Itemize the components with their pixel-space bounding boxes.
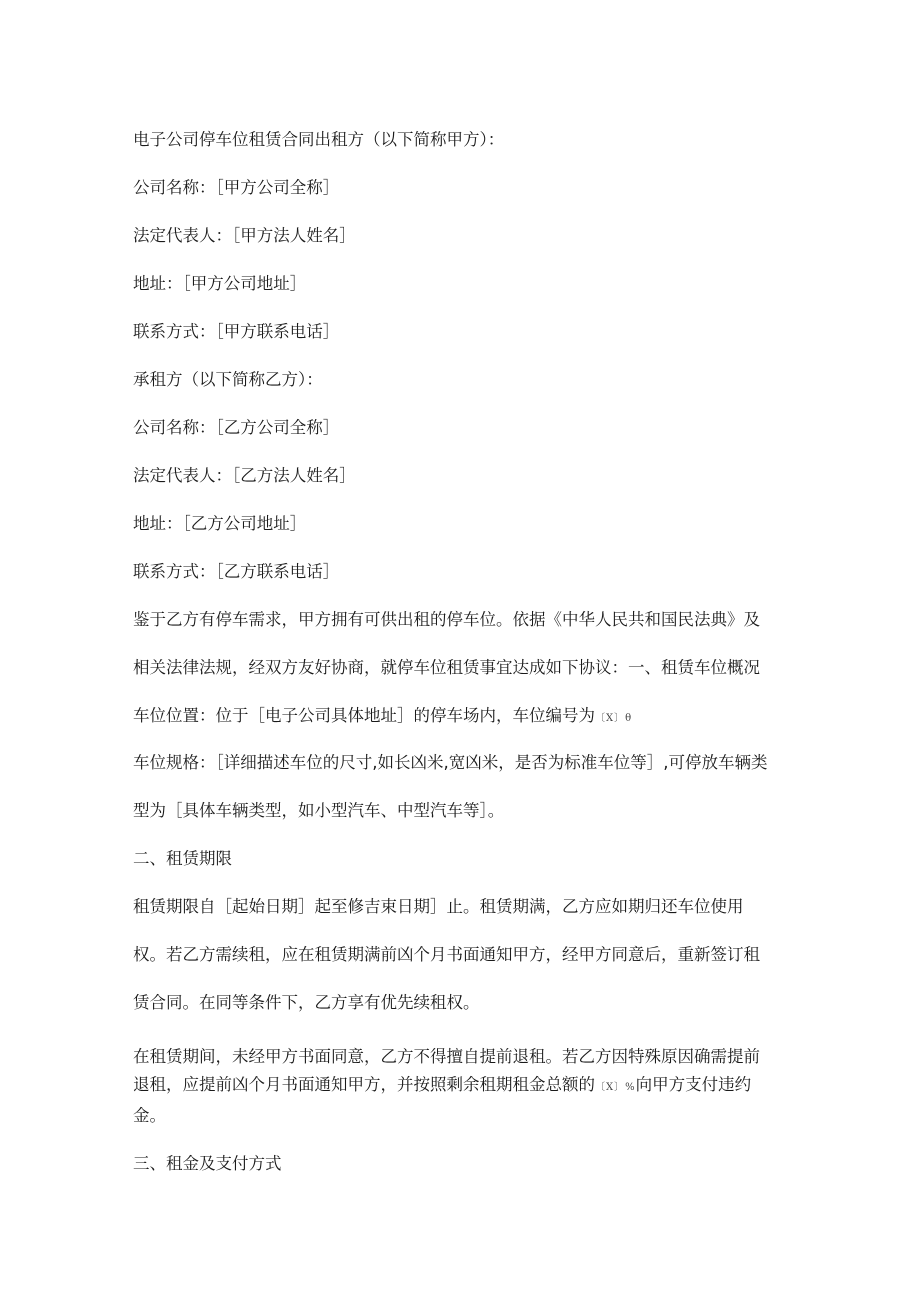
preamble-line-1: 鉴于乙方有停车需求，甲方拥有可供出租的停车位。依据《中华人民共和国民法典》及 bbox=[133, 610, 760, 629]
term-line-2: 权。若乙方需续租，应在租赁期满前凶个月书面通知甲方，经甲方同意后，重新签订租 bbox=[133, 945, 760, 964]
early-termination-text-b: 向甲方支付违约 bbox=[635, 1075, 752, 1094]
parking-location-text: 车位位置：位于［电子公司具体地址］的停车场内，车位编号为 bbox=[133, 706, 595, 725]
early-termination-line-2 bbox=[133, 1073, 793, 1100]
penalty-percent-placeholder: 〔X〕% bbox=[595, 1082, 636, 1093]
early-termination-line-1: 在租赁期间，未经甲方书面同意，乙方不得擅自提前退租。若乙方因特殊原因确需提前 bbox=[133, 1047, 760, 1066]
preamble-line-2: 相关法律法规，经双方友好协商，就停车位租赁事宜达成如下协议：一、租赁车位概况 bbox=[133, 658, 760, 677]
parking-location bbox=[133, 704, 793, 731]
term-line-1: 租赁期限自［起始日期］起至修吉束日期］止。租赁期满，乙方应如期归还车位使用 bbox=[133, 897, 744, 916]
early-termination-text-a: 退租，应提前凶个月书面通知甲方，并按照剩余租期租金总额的 bbox=[133, 1075, 595, 1094]
party-a-company: 公司名称：［甲方公司全称］ bbox=[133, 178, 340, 197]
early-termination-line-3: 金。 bbox=[133, 1106, 166, 1125]
party-a-contact: 联系方式：［甲方联系电话］ bbox=[133, 322, 340, 341]
party-a-address: 地址：［甲方公司地址］ bbox=[133, 274, 307, 293]
contract-title-line: 电子公司停车位租赁合同出租方（以下简称甲方）： bbox=[133, 130, 505, 149]
parking-spec-line-1: 车位规格：［详细描述车位的尺寸,如长凶米,宽凶米，是否为标准车位等］,可停放车辆类 bbox=[133, 753, 768, 772]
parking-number-placeholder: 〔X〕θ bbox=[595, 713, 633, 724]
term-line-3: 赁合同。在同等条件下，乙方享有优先续租权。 bbox=[133, 993, 480, 1012]
party-a-legal-rep: 法定代表人：［甲方法人姓名］ bbox=[133, 226, 356, 245]
party-b-legal-rep: 法定代表人：［乙方法人姓名］ bbox=[133, 466, 356, 485]
party-b-company: 公司名称：［乙方公司全称］ bbox=[133, 418, 340, 437]
parking-spec-line-2: 型为［具体车辆类型，如小型汽车、中型汽车等］。 bbox=[133, 801, 505, 820]
section-2-heading: 二、租赁期限 bbox=[133, 849, 232, 868]
contract-body bbox=[133, 128, 793, 1176]
party-b-address: 地址：［乙方公司地址］ bbox=[133, 514, 307, 533]
party-b-contact: 联系方式：［乙方联系电话］ bbox=[133, 562, 340, 581]
lessee-heading: 承租方（以下简称乙方）： bbox=[133, 370, 323, 389]
section-3-heading: 三、租金及支付方式 bbox=[133, 1154, 282, 1173]
